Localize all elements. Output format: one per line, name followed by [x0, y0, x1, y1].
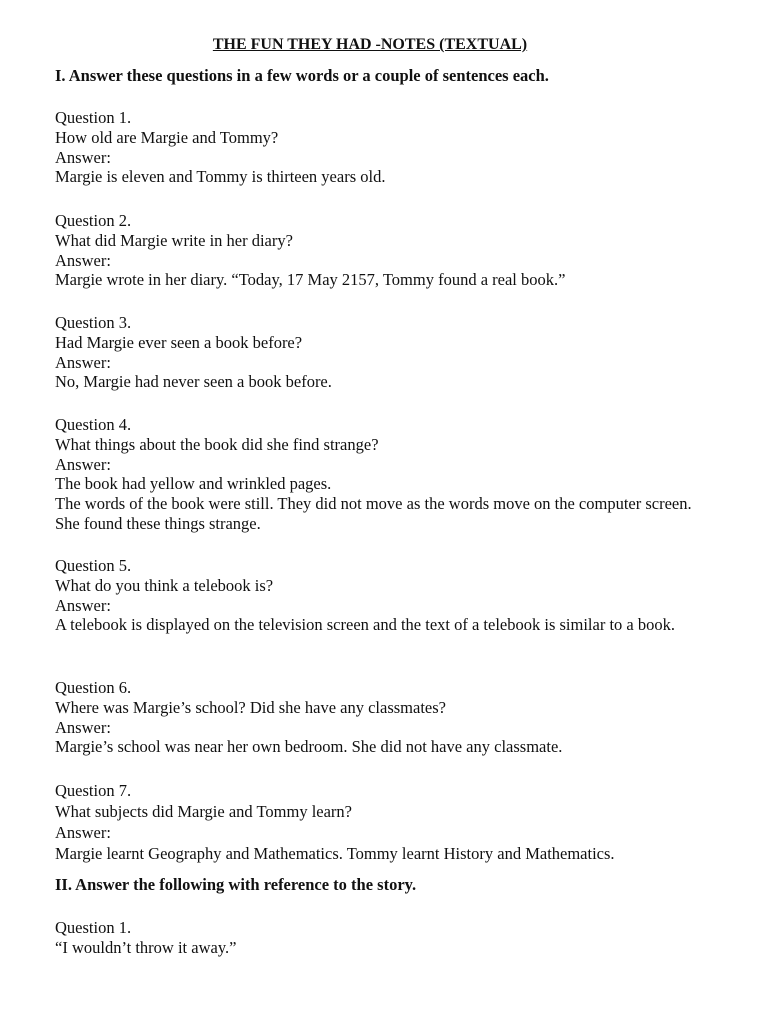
- answer-label: Answer:: [55, 250, 111, 270]
- section-2-question-block-1: [55, 918, 695, 958]
- answer-text: The book had yellow and wrinkled pages.: [55, 474, 332, 494]
- question-text: Had Margie ever seen a book before?: [55, 332, 303, 352]
- question-label: Question 3.: [55, 313, 132, 332]
- answer-label: Answer:: [55, 595, 111, 615]
- answer-text: Margie learnt Geography and Mathematics. Tommy learnt History and Mathematics.: [55, 844, 615, 863]
- question-block-6: [55, 678, 695, 757]
- question-label: Question 5.: [55, 556, 132, 575]
- question-label: Question 6.: [55, 678, 132, 697]
- answer-text: No, Margie had never seen a book before.: [55, 372, 332, 392]
- question-block-4: [55, 415, 695, 534]
- question-block-1: [55, 108, 695, 187]
- answer-label: Answer:: [55, 717, 111, 737]
- answer-text: The words of the book were still. They did not move as the words move on the computer screen. She found these things strange.: [55, 494, 692, 533]
- question-block-5: [55, 556, 695, 635]
- question-text: Where was Margie’s school? Did she have any classmates?: [55, 697, 446, 717]
- answer-text: Margie’s school was near her own bedroom. She did not have any classmate.: [55, 737, 563, 757]
- question-quote: “I wouldn’t throw it away.”: [55, 937, 237, 957]
- question-text: What did Margie write in her diary?: [55, 230, 293, 250]
- question-text: What subjects did Margie and Tommy learn?: [55, 802, 352, 821]
- question-block-2: [55, 211, 695, 290]
- question-label: Question 2.: [55, 211, 132, 230]
- question-label: Question 7.: [55, 781, 132, 800]
- answer-text: A telebook is displayed on the television screen and the text of a telebook is similar to a book.: [55, 615, 675, 635]
- question-label: Question 4.: [55, 415, 132, 434]
- question-label: Question 1.: [55, 918, 132, 937]
- question-text: How old are Margie and Tommy?: [55, 127, 279, 147]
- question-label: Question 1.: [55, 108, 132, 127]
- question-block-7: [55, 780, 695, 864]
- answer-label: Answer:: [55, 454, 111, 474]
- answer-label: Answer:: [55, 352, 111, 372]
- page-title: THE FUN THEY HAD -NOTES (TEXTUAL): [212, 36, 528, 53]
- question-block-3: [55, 313, 695, 392]
- question-text: What things about the book did she find strange?: [55, 434, 379, 454]
- answer-text: Margie is eleven and Tommy is thirteen years old.: [55, 167, 386, 187]
- answer-label: Answer:: [55, 823, 111, 842]
- section-2-heading: II. Answer the following with reference to the story.: [55, 875, 417, 894]
- answer-label: Answer:: [55, 147, 111, 167]
- question-text: What do you think a telebook is?: [55, 575, 274, 595]
- section-1-heading: I. Answer these questions in a few words or a couple of sentences each.: [55, 66, 549, 85]
- answer-text: Margie wrote in her diary. “Today, 17 May 2157, Tommy found a real book.”: [55, 270, 566, 290]
